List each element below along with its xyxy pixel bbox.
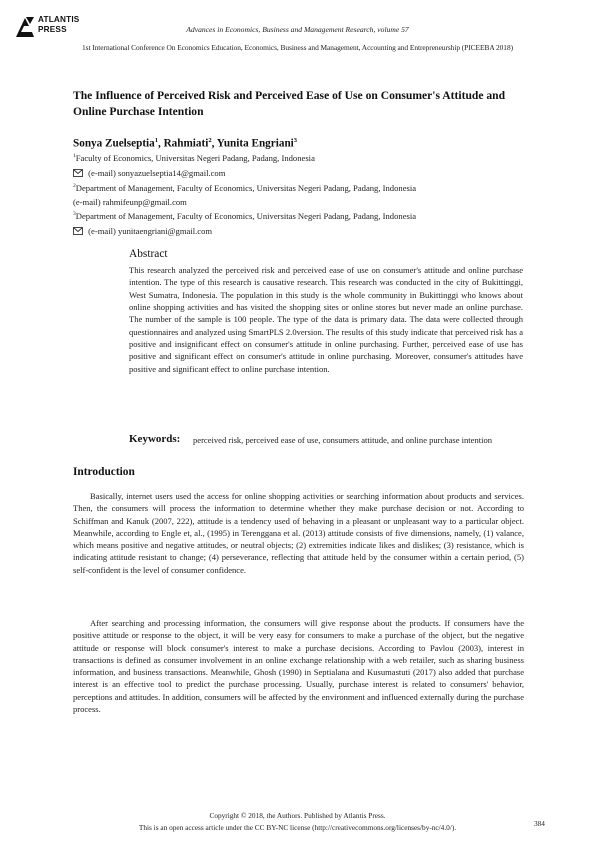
author-name: Rahmiati	[163, 137, 209, 150]
section-heading-introduction: Introduction	[73, 466, 135, 478]
email-link[interactable]: (e-mail) rahmifeunp@gmail.com	[73, 197, 187, 207]
affiliation-text: Faculty of Economics, Universitas Negeri Padang, Padang, Indonesia	[75, 153, 315, 163]
conference-header: 1st International Conference On Economics Education, Economics, Business and Management, Accounting and Entrepreneurship (PICEEBA 2018)	[81, 43, 514, 52]
email-link[interactable]: (e-mail) sonyazuelseptia14@gmail.com	[88, 168, 226, 178]
affiliation-2	[73, 183, 416, 193]
author-affiliation-mark: 3	[293, 137, 298, 144]
affiliation-text: Department of Management, Faculty of Economics, Universitas Negeri Padang, Padang, Indonesia	[75, 183, 417, 193]
keywords-label: Keywords:	[129, 433, 181, 445]
affiliation-mark: 3	[73, 211, 76, 218]
affiliation-mark: 1	[73, 153, 76, 160]
affiliation-text: Department of Management, Faculty of Economics, Universitas Negeri Padang, Padang, Indonesia	[75, 211, 417, 221]
copyright-notice: Copyright © 2018, the Authors. Published by Atlantis Press.	[209, 811, 386, 820]
keywords-text: perceived risk, perceived ease of use, consumers attitude, and online purchase intention	[193, 435, 493, 445]
author-name: Sonya Zuelseptia	[73, 137, 155, 150]
body-paragraph: Basically, internet users used the access for online shopping activities or searching information about products and services. Then, the consumers will process the information to determine whether they make purchase decision or not. According to Schiffman and Kanuk (2007, 222), attitude is a tendency used of behaving in a pleasant or unpleasant way to a particular object. Meanwhile, according to Engle et, al., (1995) in Terenggana et al. (2013) attitude consists of five dimensions, namely, (1) valance, which means positive and negative attitudes, or neutral objects; (2) extremities indicate likes and dislikes; (3) resistance, which is indicating attitude resistant to change; (4) perseverance, reflecting that attitude held by the consumer within a certain period, (5) self-confident is the level of consumer confidence.	[73, 491, 524, 575]
author-list	[73, 137, 297, 150]
author-affiliation-mark: 1	[154, 137, 158, 144]
author-affiliation-mark: 2	[208, 137, 212, 144]
abstract-text: This research analyzed the perceived risk and perceived ease of use on consumer's attitude and online purchase intention. The type of this research is causative research. This research was conducted in the city of Bukittinggi, West Sumatra, Indonesia. The population in this study is the whole community in Bukittinggi who knows about online shopping activities and has visited the shopping sites or online stores but never made an online purchase. The number of the sample is 100 people. The type of the data is primary data. The data were collected through questionnaires and analyzed using SmartPLS 2.0version. The results of this study indicate that perceived risk has a positive and insignificant effect on consumer's attitude in online purchasing. Further, perceived ease of use has positive and significant effect on consumer's attitude in online purchasing. Moreover, consumer's attitudes have positive and significant effect to online purchase intention.	[129, 265, 523, 374]
body-paragraph: After searching and processing information, the consumers will give response about the products. If consumers have the positive attitude or response to the object, it will be very easy for consumers to make a purchase of the object, but the negative attitude or response will block consumer's interest to make a purchase decisions. According to Pavlou (2003), interest in transactions is defined as consumer involvement in an online exchange relationship with a web retailer, such as sharing business information, and business transactions. Meanwhile, Ghosh (1990) in Septialana and Kusumastuti (2017) also added that purchase interest is an effective tool to predict the purchase processing. Usually, purchase interest is related to consumers' behavior, perceptions and attitudes. In addition, consumers will be affected by the environment and influenced externally during the purchase process.	[73, 618, 524, 715]
email-1	[73, 168, 225, 178]
publisher-name-line2: PRESS	[38, 25, 67, 34]
author-separator: ,	[158, 137, 164, 150]
author-name: Yunita Engriani	[216, 137, 294, 150]
author-separator: ,	[211, 137, 217, 150]
publisher-name-line1: ATLANTIS	[38, 15, 80, 24]
license-notice[interactable]: This is an open access article under the CC BY-NC license (http://creativecommons.org/licenses/by-nc/4.0/).	[138, 823, 457, 832]
email-3	[73, 226, 212, 236]
envelope-icon	[73, 227, 83, 235]
paper-title: The Influence of Perceived Risk and Perceived Ease of Use on Consumer's Attitude and Online Purchase Intention	[73, 89, 506, 118]
affiliation-mark: 2	[73, 183, 76, 190]
abstract-heading: Abstract	[129, 248, 168, 260]
affiliation-3	[73, 211, 416, 221]
envelope-icon	[73, 169, 83, 177]
email-link[interactable]: (e-mail) yunitaengriani@gmail.com	[88, 226, 213, 236]
email-2	[73, 197, 187, 207]
page-number: 384	[534, 819, 545, 828]
journal-header: Advances in Economics, Business and Management Research, volume 57	[186, 25, 409, 34]
affiliation-1	[73, 153, 315, 163]
